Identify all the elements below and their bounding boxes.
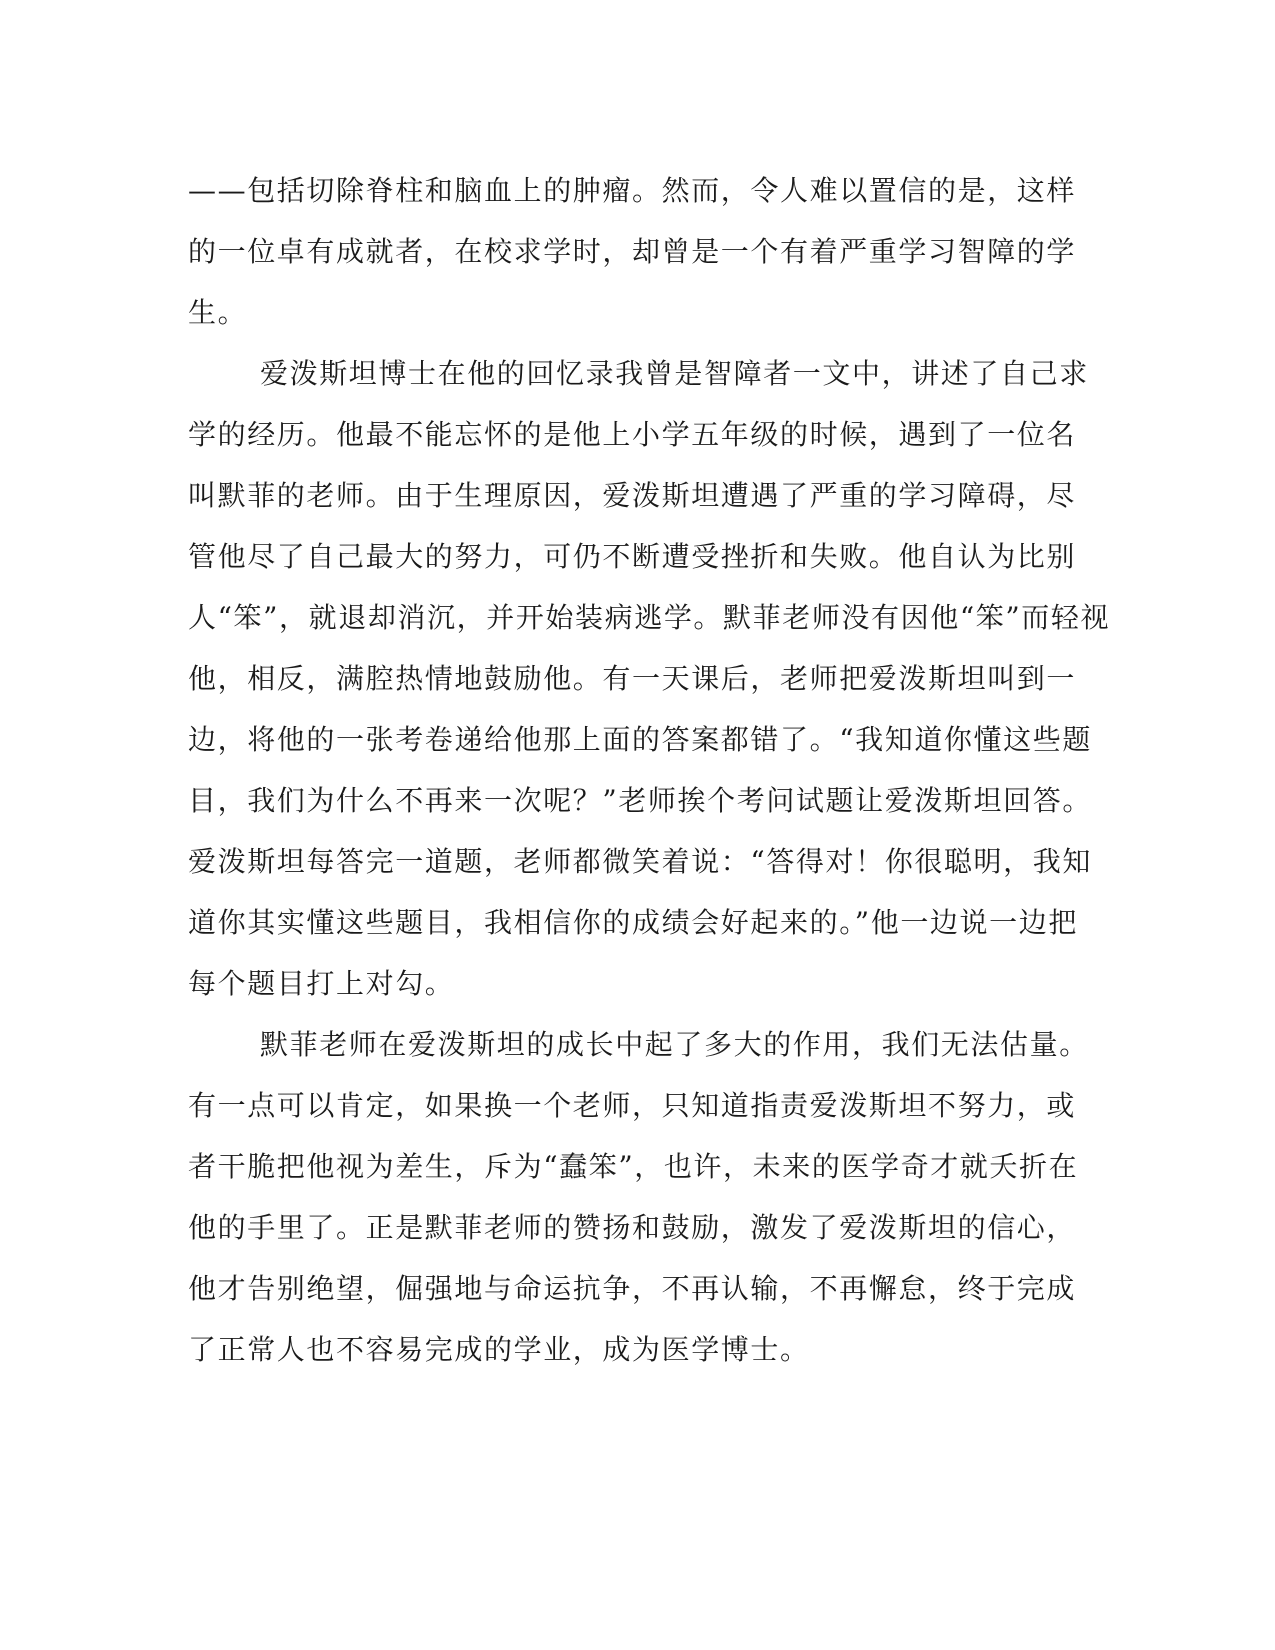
paragraph-line: 叫默菲的老师。由于生理原因，爱泼斯坦遭遇了严重的学习障碍，尽	[188, 479, 1077, 512]
paragraph-line: 默菲老师在爱泼斯坦的成长中起了多大的作用，我们无法估量。	[260, 1028, 1089, 1061]
paragraph-line: 他的手里了。正是默菲老师的赞扬和鼓励，激发了爱泼斯坦的信心，	[188, 1211, 1077, 1244]
paragraph-line: 者干脆把他视为差生，斥为“蠢笨”，也许，未来的医学奇才就夭折在	[188, 1150, 1079, 1183]
paragraph-line: 有一点可以肯定，如果换一个老师，只知道指责爱泼斯坦不努力，或	[188, 1089, 1077, 1122]
paragraph-line: 的一位卓有成就者，在校求学时，却曾是一个有着严重学习智障的学	[188, 235, 1077, 268]
paragraph-line: 边，将他的一张考卷递给他那上面的答案都错了。“我知道你懂这些题	[188, 723, 1092, 756]
paragraph-line: 人“笨”，就退却消沉，并开始装病逃学。默菲老师没有因他“笨”而轻视	[188, 601, 1111, 634]
paragraph-line: 了正常人也不容易完成的学业，成为医学博士。	[188, 1333, 810, 1366]
paragraph-line: 道你其实懂这些题目，我相信你的成绩会好起来的。”他一边说一边把	[188, 906, 1078, 939]
paragraph-line: 他才告别绝望，倔强地与命运抗争，不再认输，不再懈怠，终于完成	[188, 1272, 1077, 1305]
paragraph-line: 每个题目打上对勾。	[188, 967, 455, 1000]
paragraph-line: ——包括切除脊柱和脑血上的肿瘤。然而，令人难以置信的是，这样	[188, 174, 1077, 207]
paragraph-line: 生。	[188, 296, 248, 329]
paragraph-1	[188, 160, 1088, 343]
paragraph-line: 管他尽了自己最大的努力，可仍不断遭受挫折和失败。他自认为比别	[188, 540, 1077, 573]
paragraph-line: 爱泼斯坦博士在他的回忆录我曾是智障者一文中，讲述了自己求	[260, 357, 1089, 390]
paragraph-3	[188, 1014, 1088, 1380]
paragraph-line: 学的经历。他最不能忘怀的是他上小学五年级的时候，遇到了一位名	[188, 418, 1077, 451]
paragraph-line: 他，相反，满腔热情地鼓励他。有一天课后，老师把爱泼斯坦叫到一	[188, 662, 1077, 695]
paragraph-line: 目，我们为什么不再来一次呢？”老师挨个考问试题让爱泼斯坦回答。	[188, 784, 1092, 817]
paragraph-line: 爱泼斯坦每答完一道题，老师都微笑着说：“答得对！你很聪明，我知	[188, 845, 1092, 878]
paragraph-2	[188, 343, 1111, 1014]
article-body	[188, 160, 1111, 1380]
